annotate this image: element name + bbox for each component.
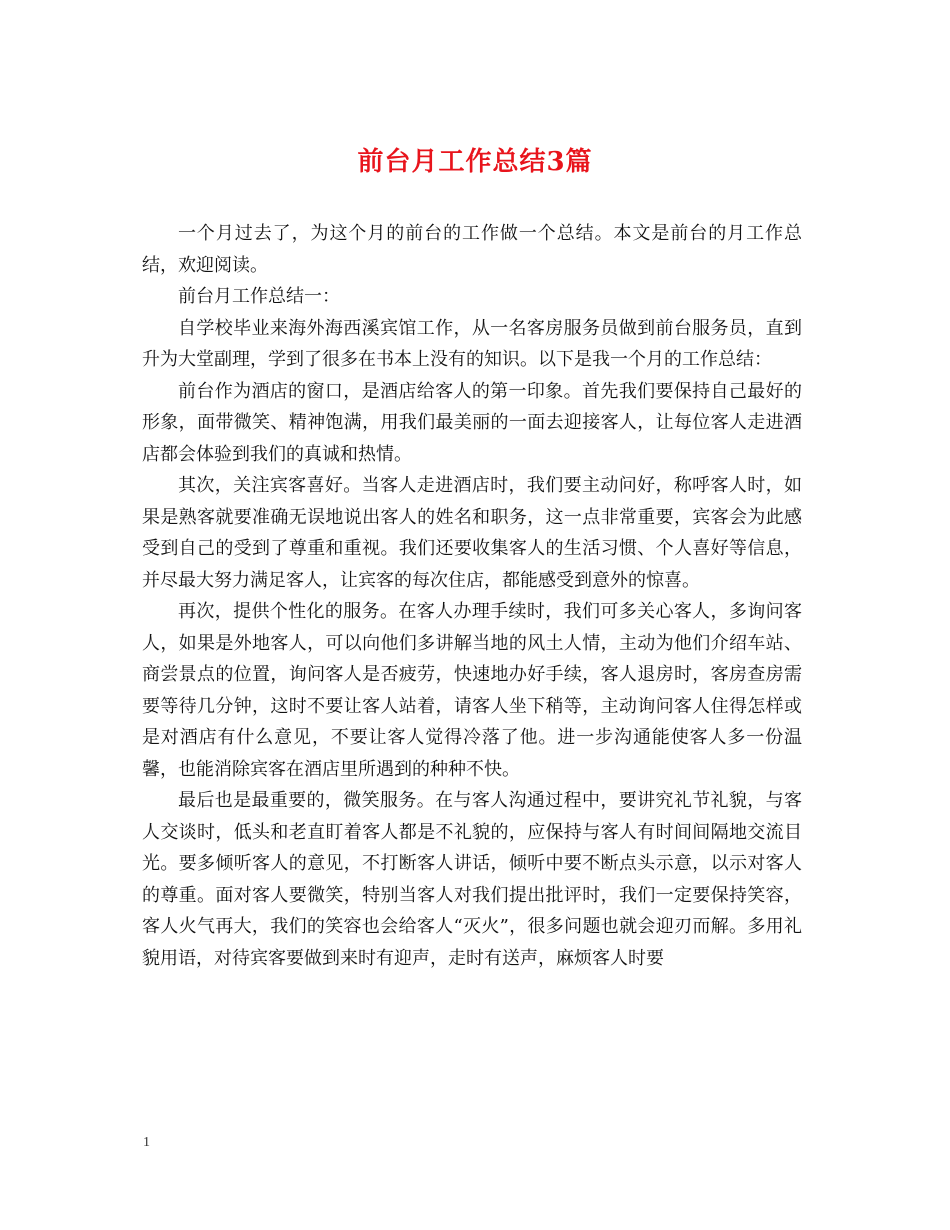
paragraph-background: 自学校毕业来海外海西溪宾馆工作，从一名客房服务员做到前台服务员，直到升为大堂副理，学到了很多在书本上没有的知识。以下是我一个月的工作总结： [142, 317, 802, 370]
paragraph-section-heading: 前台月工作总结一： [178, 286, 340, 307]
page-number: 1 [143, 1135, 150, 1150]
paragraph-first-impression: 前台作为酒店的窗口，是酒店给客人的第一印象。首先我们要保持自己最好的形象，面带微笑、精神饱满，用我们最美丽的一面去迎接客人，让每位客人走进酒店都会体验到我们的真诚和热情。 [142, 380, 802, 465]
document-body [142, 218, 802, 974]
paragraph-intro: 一个月过去了，为这个月的前台的工作做一个总结。本文是前台的月工作总结，欢迎阅读。 [142, 223, 802, 276]
paragraph-personalized-service: 再次，提供个性化的服务。在客人办理手续时，我们可多关心客人，多询问客人，如果是外地客人，可以向他们多讲解当地的风土人情，主动为他们介绍车站、商尝景点的位置，询问客人是否疲劳，快速地办好手续，客人退房时，客房查房需要等待几分钟，这时不要让客人站着，请客人坐下稍等，主动询问客人住得怎样或是对酒店有什么意见，不要让客人觉得冷落了他。进一步沟通能使客人多一份温馨，也能消除宾客在酒店里所遇到的种种不快。 [142, 601, 802, 780]
paragraph-guest-preferences: 其次，关注宾客喜好。当客人走进酒店时，我们要主动问好，称呼客人时，如果是熟客就要准确无误地说出客人的姓名和职务，这一点非常重要，宾客会为此感受到自己的受到了尊重和重视。我们还要收集客人的生活习惯、个人喜好等信息，并尽最大努力满足客人，让宾客的每次住店，都能感受到意外的惊喜。 [142, 475, 802, 591]
document-title: 前台月工作总结3篇 [357, 147, 593, 177]
paragraph-smile-service: 最后也是最重要的，微笑服务。在与客人沟通过程中，要讲究礼节礼貌，与客人交谈时，低头和老直盯着客人都是不礼貌的，应保持与客人有时间间隔地交流目光。要多倾听客人的意见，不打断客人讲话，倾听中要不断点头示意，以示对客人的尊重。面对客人要微笑，特别当客人对我们提出批评时，我们一定要保持笑容，客人火气再大，我们的笑容也会给客人“灭火”，很多问题也就会迎刃而解。多用礼貌用语，对待宾客要做到来时有迎声，走时有送声，麻烦客人时要 [142, 790, 802, 969]
